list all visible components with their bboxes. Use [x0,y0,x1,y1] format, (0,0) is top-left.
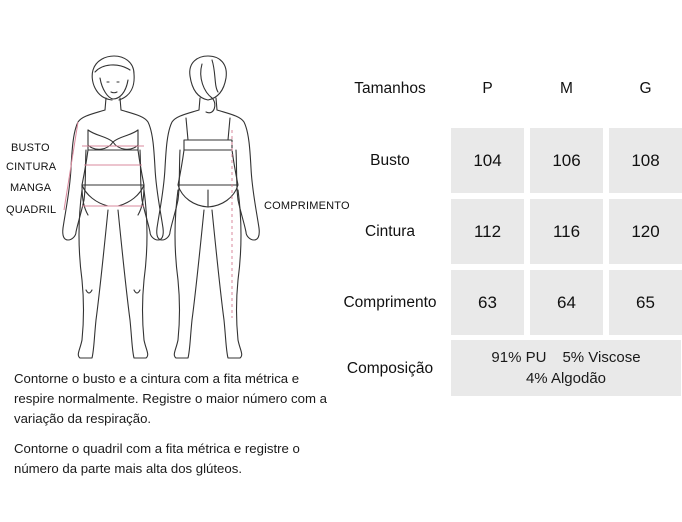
size-header-p: P [482,80,493,97]
size-header-g: G [639,80,652,97]
row-label-busto: Busto [370,152,410,169]
cell-comprimento-g: 65 [609,270,682,335]
composition-algodao: 4% Algodão [525,370,607,387]
sizes-header-label: Tamanhos [354,80,426,97]
cell-cintura-p: 112 [451,199,524,264]
cell-busto-g: 108 [609,128,682,193]
composition-viscose: 5% Viscose [562,349,641,366]
hip-label: QUADRIL [6,204,57,216]
front-figure [63,56,164,358]
row-label-composicao: Composição [346,360,434,377]
back-figure [157,56,260,358]
sleeve-line [64,122,78,210]
cell-cintura-m: 116 [530,199,603,264]
waist-label: CINTURA [6,161,57,173]
body-measurement-illustration [0,0,360,370]
composition-pu: 91% PU [491,349,547,366]
cell-comprimento-m: 64 [530,270,603,335]
row-label-comprimento: Comprimento [343,294,437,311]
sleeve-label: MANGA [10,182,52,194]
length-label: COMPRIMENTO [264,200,350,212]
measurement-instructions [14,369,334,489]
body-figures-drawing [0,0,360,370]
composition-cell [451,340,681,396]
measurement-lines [64,122,232,318]
row-label-cintura: Cintura [365,223,415,240]
cell-cintura-g: 120 [609,199,682,264]
cell-busto-p: 104 [451,128,524,193]
cell-busto-m: 106 [530,128,603,193]
instruction-hip: Contorne o quadril com a fita métrica e registre o número da parte mais alta dos glúteos. [14,441,300,476]
instruction-bust-waist: Contorne o busto e a cintura com a fita métrica e respire normalmente. Registre o maior número com a variação da respiração. [14,371,327,426]
size-header-m: M [560,80,573,97]
bust-label: BUSTO [11,142,50,154]
cell-comprimento-p: 63 [451,270,524,335]
